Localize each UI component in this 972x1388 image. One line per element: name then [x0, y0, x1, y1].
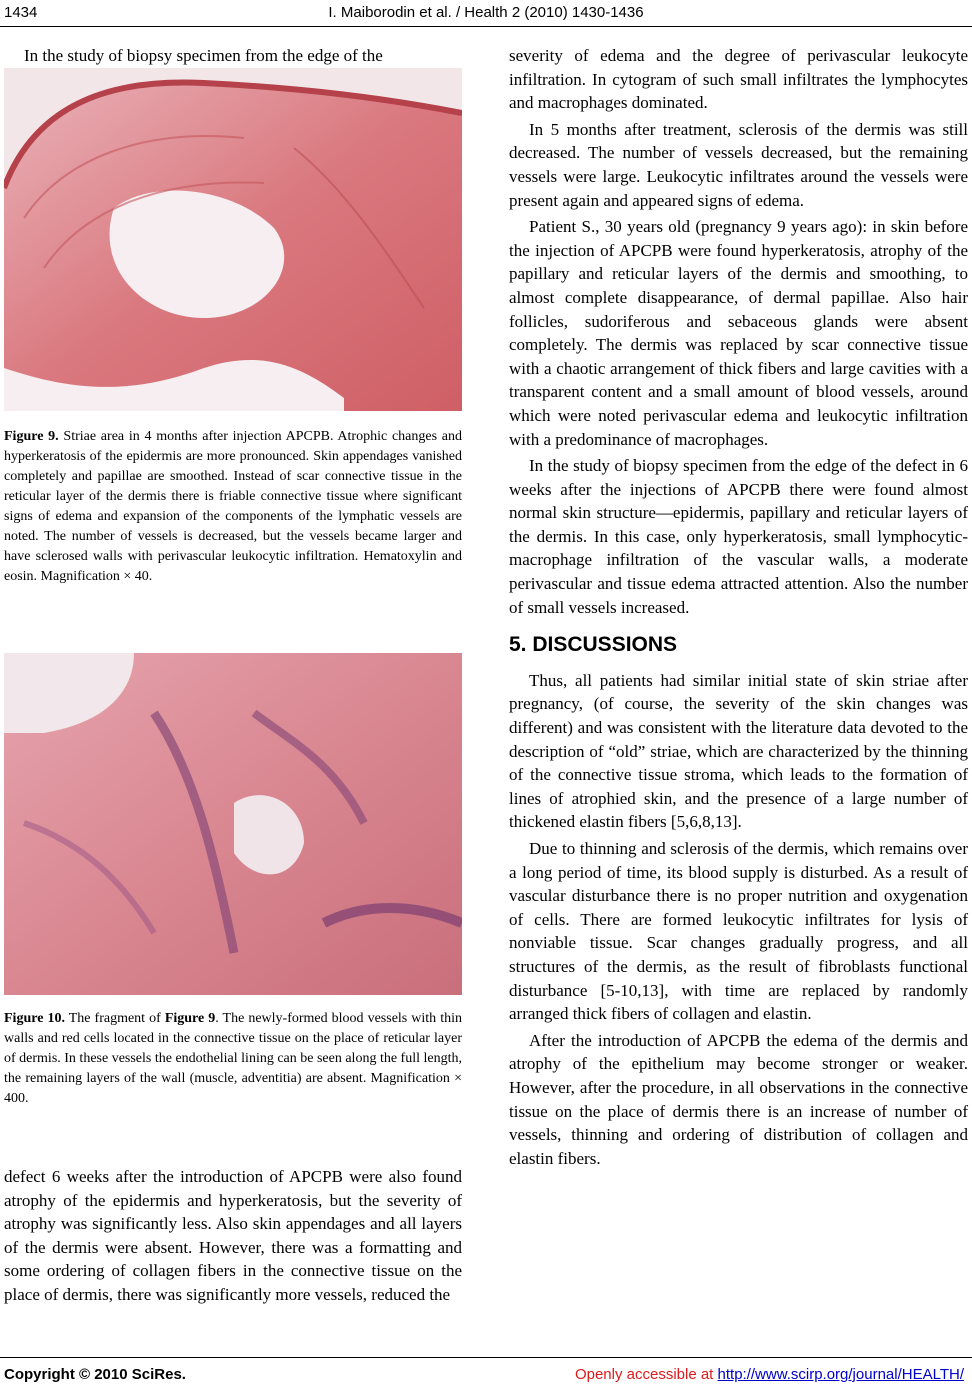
figure-10-caption	[4, 1009, 462, 1109]
header-rule	[0, 26, 972, 27]
section-heading-discussions: 5. DISCUSSIONS	[509, 633, 678, 657]
figure-9-reference: Figure 9	[164, 1011, 216, 1026]
right-column	[509, 44, 968, 1173]
copyright-notice: Copyright © 2010 SciRes.	[4, 1366, 186, 1383]
figure-9-micrograph	[4, 68, 462, 411]
figure-10-caption-text-a: The fragment of	[68, 1011, 161, 1026]
figure-10-micrograph	[4, 653, 462, 995]
open-access-notice	[575, 1366, 964, 1383]
right-paragraph-1: severity of edema and the degree of perivascular leukocyte infiltration. In cytogram of such small infiltrates the lymphocytes and macrophages dominated.	[509, 46, 968, 113]
left-paragraph-2: defect 6 weeks after the introduction of APCPB were also found atrophy of the epidermis and hyperkeratosis, but the severity of atrophy was significantly less. Also skin appendages and all layers of the dermis were absent. However, there was a formatting and some ordering of collagen fibers in the connective tissue on the place of dermis, there was significantly more vessels, reduced the	[4, 1167, 462, 1304]
figure-10-caption-text-b: . The newly-formed blood vessels with thin walls and red cells located in the connective tissue on the place of reticular layer of dermis. In these vessels the endothelial lining can be seen along the full length, the remaining layers of the wall (muscle, adventitia) are absent. Magnification × 400.	[4, 1011, 462, 1106]
journal-link[interactable]: http://www.scirp.org/journal/HEALTH/	[717, 1366, 964, 1383]
page-number: 1434	[4, 4, 38, 21]
right-paragraph-3: Patient S., 30 years old (pregnancy 9 years ago): in skin before the injection of APCPB were found hyperkeratosis, atrophy of the papillary and reticular layers of the dermis and smoothing, to almost complete disappearance, of dermal papillae. Also hair follicles, sudoriferous and sebaceous glands were absent completely. The dermis was replaced by scar connective tissue with a chaotic arrangement of thick fibers and large cavities with a transparent content and a small amount of blood vessels, around which were noted perivascular edema and leukocytic infiltration with a predominance of macrophages.	[509, 217, 968, 449]
right-paragraph-6: Due to thinning and sclerosis of the dermis, which remains over a long period of time, its blood supply is disturbed. As a result of vascular disturbance there is no proper nutrition and oxygenation of cells. There are formed leukocytic infiltrates for lysis of nonviable tissue. Scar changes gradually progress, and all structures of the dermis, as the result of fibroblasts functional disturbance [5-10,13], with time are replaced by randomly arranged thick fibers of collagen and elastin.	[509, 839, 968, 1024]
right-paragraph-5: Thus, all patients had similar initial state of skin striae after pregnancy, (of course, the severity of the skin changes was different) and was consistent with the literature data devoted to the description of “old” striae, which are characterized by the thinning of the connective tissue stroma, which leads to the formation of lines of atrophied skin, and the presence of a large number of thickened elastin fibers [5,6,8,13].	[509, 670, 968, 832]
figure-10-image	[4, 653, 462, 995]
left-paragraph-1: In the study of biopsy specimen from the edge of the	[24, 46, 383, 65]
left-column	[4, 44, 462, 71]
right-paragraph-2: In 5 months after treatment, sclerosis of the dermis was still decreased. The number of vessels decreased, but the remaining vessels were large. Leukocytic infiltrates around the vessels were present again and appeared signs of edema.	[509, 119, 968, 210]
open-access-label: Openly accessible at	[574, 1366, 714, 1383]
figure-9-image	[4, 68, 462, 411]
footer-rule	[0, 1357, 972, 1358]
figure-9-caption-text: Striae area in 4 months after injection APCPB. Atrophic changes and hyperkeratosis of the epidermis are more pronounced. Skin appendages vanished completely and papillae are smoothed. Instead of scar connective tissue in the reticular layer of the dermis there is friable connective tissue where significant signs of edema and expansion of the components of the lymphatic vessels are noted. The number of vessels is decreased, but the vessels became larger and have sclerosed walls with perivascular leukocytic infiltration. Hematoxylin and eosin. Magnification × 40.	[4, 429, 462, 584]
left-column-continued	[4, 1165, 462, 1310]
figure-10-label: Figure 10.	[4, 1011, 65, 1026]
running-head: I. Maiborodin et al. / Health 2 (2010) 1430-1436	[328, 4, 644, 21]
figure-9-caption	[4, 427, 462, 587]
right-paragraph-7: After the introduction of APCPB the edema of the dermis and atrophy of the epithelium may become stronger or weaker. However, after the procedure, in all observations in the connective tissue on the place of dermis there is an increase of number of vessels, thinning and ordering of distribution of collagen and elastin fibers.	[509, 1030, 968, 1168]
figure-9-label: Figure 9.	[4, 429, 59, 444]
right-paragraph-4: In the study of biopsy specimen from the edge of the defect in 6 weeks after the injections of APCPB there were found almost normal skin structure—epidermis, papillary and reticular layers of the dermis. In this case, only hyperkeratosis, small lymphocytic-macrophage infiltration of the vascular walls, a moderate perivascular and tissue edema attracted attention. Also the number of small vessels increased.	[509, 456, 968, 617]
